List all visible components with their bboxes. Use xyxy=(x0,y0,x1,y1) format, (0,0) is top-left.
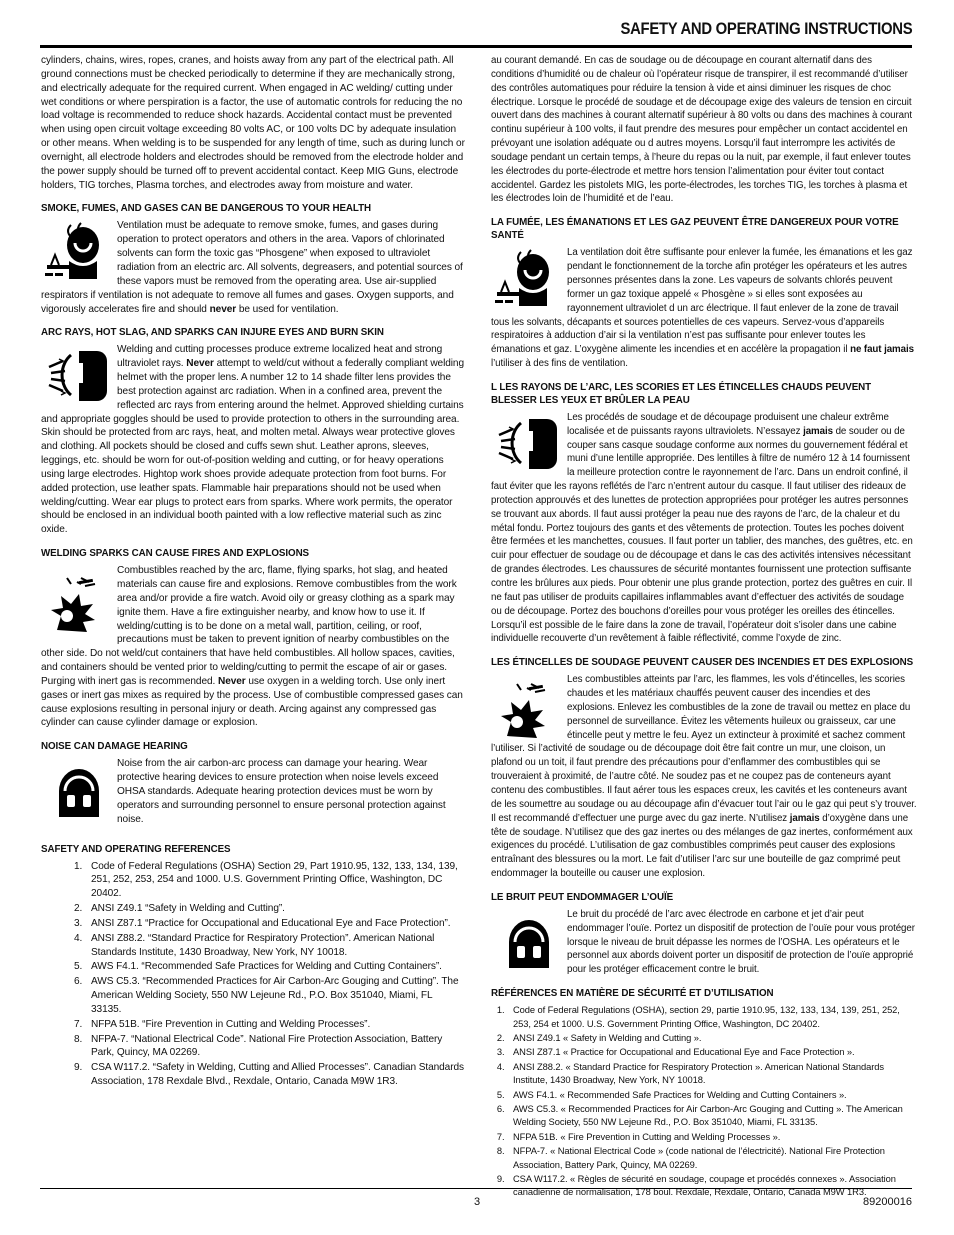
person-inhaling-fumes-icon xyxy=(491,248,561,308)
page-header xyxy=(40,20,912,48)
document-number: 89200016 xyxy=(863,1196,912,1208)
smoke-heading-fr: LA FUMÉE, LES ÉMANATIONS ET LES GAZ PEUVENT ÊTRE DANGEREUX POUR VOTRE SANTÉ xyxy=(491,217,899,242)
list-item: 7. NFPA 51B. “Fire Prevention in Cutting and Welding Processes”. xyxy=(85,1018,465,1032)
page-title: SAFETY AND OPERATING INSTRUCTIONS xyxy=(620,20,912,38)
references-list-fr xyxy=(491,1004,917,1200)
footer-rule xyxy=(40,1188,912,1189)
smoke-text: Ventilation must be adequate to remove smoke, fumes, and gases during operation to protect operators and others in the area. Vapors of chlorinated solvents can form the toxic gas “Phosgene” when exposed to ultraviolet radiation from an electric arc. All solvents, degreasers, and potential sources of these vapors must be removed from the operating area. Use air-supplied respirators if ventilation is not adequate to remove all fumes and gases. Oxygen supports, and vigorously accelerates fire and should never be used for ventilation. xyxy=(41,220,463,315)
noise-heading: NOISE CAN DAMAGE HEARING xyxy=(41,741,188,753)
french-column xyxy=(491,54,917,1201)
fire-text: Combustibles reached by the arc, flame, flying sparks, hot slag, and heated materials can cause fire and explosions. Remove combustibles from the work area and/or provide a fire watch. Avoid oily or greasy clothing as a spark may ignite them. Have a fire extinguisher nearby, and know how to use it. If welding/cutting is to be done on a metal wall, partition, ceiling, or roof, precautions must be taken to prevent ignition of nearby combustibles on the other side. Do not weld/cut containers that have held combustibles. All hollow spaces, cavities, and containers should be vented prior to welding/cutting to permit the escape of air or gases. Purging with inert gas is recommended. Never use oxygen in a welding torch. Use only inert gases or inert gas mixes as required by the process. Use of combustible compressed gases can cause explosions resulting in personal injury or death. Arcing against any compressed gas cylinder can cause cylinder damage or explosion. xyxy=(41,565,463,729)
hearing-protection-head-icon xyxy=(491,910,561,970)
noise-heading-fr: LE BRUIT PEUT ENDOMMAGER L’OUÏE xyxy=(491,891,674,903)
noise-text: Noise from the air carbon-arc process can damage your hearing. Wear protective hearing devices to ensure protection when noise levels exceed OHSA standards. Adequate hearing protection devices must be worn by operators and surrounding personnel to ensure personal protection against noise. xyxy=(117,758,446,825)
smoke-text-fr: La ventilation doit être suffisante pour enlever la fumée, les émanations et les gaz pendant le fonctionnement de la torche afin protéger les opérateurs et les autres personnes présentes dans la zone. Les vapeurs de solvants chlorés peuvent former un gaz toxique appelé « Phosgène » si elles sont exposées au rayonnement ultraviolet d un arc électrique. Il faut enlever de la zone de travail tous les solvants, décapants et sources potentielles de ces vapeurs. Servez-vous d’appareils respiratoires à adduction d’air si la ventilation n’est pas suffisante pour enlever toutes les émanations et gaz. L’oxygène alimente les incendies et en accélère la propagation il ne faut jamais l’utiliser à des fins de ventilation. xyxy=(491,247,914,370)
list-item: 3. ANSI Z87.1 “Practice for Occupational and Educational Eye and Face Protection”. xyxy=(85,917,465,931)
welding-helmet-rays-icon xyxy=(41,345,111,405)
page-number: 3 xyxy=(474,1196,481,1208)
list-item: 9. CSA W117.2. “Safety in Welding, Cutting and Allied Processes”. Canadian Standards Association, 178 Rexdale Blvd., Rexdale, Ontario, Canada M9W 1R3. xyxy=(85,1061,465,1089)
fire-section-fr xyxy=(491,673,917,881)
list-item: 5. AWS F4.1. « Recommended Safe Practices for Welding and Cutting Containers ». xyxy=(507,1089,917,1102)
fire-text-fr: Les combustibles atteints par l’arc, les flammes, les vols d’étincelles, les scories chaudes et les matériaux chauffés peuvent causer des incendies et des explosions. Enlevez les combustibles de la zone de travail ou mettez en place du personnel de surveillance. Évitez les vêtements huileux ou graisseux, car une étincelle peut y mettre le feu. Ayez un extincteur à proximité et sachez comment l’utiliser. Si l’activité de soudage ou de découpage doit être fait contre un mur, une cloison, un plafond ou un toit, il faut prendre des précautions pour d’enflammer des combustibles qui se trouveraient à proximité, de l’autre côté. Ne soudez pas et ne coupez pas de conteneurs ayant contenu des combustibles. Il faut aérer tous les espaces creux, les cavités et les conteneurs avant de les soumettre au soudage ou au découpage afin d’évacuer tout l’air ou le gaz qui peut s’y trouver. Il est recommandé d’effectuer une purge avec du gaz inerte. N’utilisez jamais d’oxygène dans une tête de soudage. N’utilisez que des gaz inertes ou des mélanges de gaz inertes, conformément aux exigences du procédé. L’utilisation de gaz combustibles comprimés peut causer des explosions entraînant des blessures ou la mort. Le fait d’utiliser l’arc sur une bouteille de gaz comprimé peut endommager la bouteille ou causer une explosion. xyxy=(491,674,917,880)
noise-text-fr: Le bruit du procédé de l’arc avec électrode en carbone et jet d’air peut endommager l’ouïe. Portez un dispositif de protection de l’ouïe pour vous protéger lorsque le niveau de bruit dépasse les normes de l’OSHA. Les opérateurs et le personnel aux abords doivent porter un dispositif de protection de l’ouïe approprié pour les protéger efficacement contre le bruit. xyxy=(567,908,915,976)
references-list xyxy=(41,860,465,1090)
fire-explosion-sparks-icon xyxy=(491,675,561,741)
list-item: 2. ANSI Z49.1 “Safety in Welding and Cutting”. xyxy=(85,902,465,916)
list-item: 6. AWS C5.3. « Recommended Practices for Air Carbon-Arc Gouging and Cutting ». The American Welding Society, 550 NW Lejeune Rd., P.O. Box 351040, Miami, FL 33135. xyxy=(507,1103,917,1130)
list-item: 7. NFPA 51B. « Fire Prevention in Cutting and Welding Processes ». xyxy=(507,1131,917,1144)
hearing-protection-head-icon xyxy=(41,759,111,819)
list-item: 1. Code of Federal Regulations (OSHA), section 29, partie 1910.95, 132, 133, 134, 139, 251, 252, 253, 254 et 1000. U.S. Government Printing Office, Washington, DC 20402. xyxy=(507,1004,917,1031)
arc-heading-fr: L LES RAYONS DE L’ARC, LES SCORIES ET LES ÉTINCELLES CHAUDS PEUVENT BLESSER LES YEUX ET BRÛLER LA PEAU xyxy=(491,381,872,406)
intro-paragraph-fr: au courant demandé. En cas de soudage ou de découpage en courant alternatif dans des conditions d’humidité ou de chaleur où l’opérateur risque de transpirer, il est recommandé d’utiliser des contrôles automatiques pour réduire la tension à vide et ainsi diminuer les risques de choc électrique. Lorsque le procédé de soudage et de découpage exige des valeurs de tension en circuit ouvert dans des machines à courant alternatif supérieur à 80 volts ou dans des machines à courant continu supérieur à 100 volts, il faut prendre des mesures pour empêcher un contact accidentel en prévoyant une isolation adéquate ou d autres moyens. Lorsqu’il faut interrompre les activités de soudage pendant un certain temps, à l’heure du repas ou la nuit, par exemple, il faut enlever toutes les électrodes du porte-électrode et mettre hors tension l’alimentation pour éviter tout contact accidentel. Gardez les pistolets MIG, les porte-électrodes, les torches TIG, les torches à plasma et les électrodes loin de l’humidité et de l’eau. xyxy=(491,55,912,205)
list-item: 5. AWS F4.1. “Recommended Safe Practices for Welding and Cutting Containers”. xyxy=(85,960,465,974)
fire-heading-fr: LES ÉTINCELLES DE SOUDAGE PEUVENT CAUSER DES INCENDIES ET DES EXPLOSIONS xyxy=(491,657,914,669)
list-item: 6. AWS C5.3. “Recommended Practices for Air Carbon-Arc Gouging and Cutting”. The American Welding Society, 550 NW Lejeune Rd., P.O. Box 351040, Miami, FL 33135. xyxy=(85,975,465,1017)
arc-text-fr: Les procédés de soudage et de découpage produisent une chaleur extrême localisée et de puissants rayons ultraviolets. N’essayez jamais de souder ou de couper sans casque soudage conforme aux normes du gouvernement fédéral et muni d’une lentille appropriée. Des lentilles à filtre de numéro 12 à 14 fournissent la meilleure protection contre le rayonnement de l’arc. Dans un endroit confiné, il faut éviter que les rayons reflétés de l’arc n’entrent autour du casque. Il faut utiliser des rideaux de protection approuvés et des lunettes de protection appropriées pour protéger les autres personnes se trouvant aux abords. Il faut aussi protéger la peau nue des rayons de l’arc, de la chaleur et du métal fondu. Portez toujours des gants et des vêtements de protection. Toutes les poches doivent être fermées et les manchettes, cousues. Il faut porter un tablier, des manches, des guêtres, etc. en cuir pour effectuer de soudage ou de découpage et dans le cas des activités intensives nécessitant de grandes électrodes. Les chaussures de sécurité montantes fournissent une protection suffisante contre les brûlures aux pieds. Pour obtenir une plus grande protection, portez des guêtres en cuir. Il ne faut pas utiliser de produits capillaires inflammables avant d’effectuer des activités de soudage ou de découpage. Portez des bouchons d’oreilles pour vous protéger les oreilles des étincelles. Lorsqu’il est possible de le faire dans la zone de travail, l’opérateur doit s’isoler dans une cabine individuelle recouverte d’un revêtement à faible réflectivité, comme l’oxyde de zinc. xyxy=(491,411,913,645)
smoke-section xyxy=(41,219,465,316)
noise-section-fr xyxy=(491,908,917,977)
list-item: 2. ANSI Z49.1 « Safety in Welding and Cutting ». xyxy=(507,1032,917,1045)
fire-heading: WELDING SPARKS CAN CAUSE FIRES AND EXPLOSIONS xyxy=(41,548,310,560)
noise-section xyxy=(41,757,465,826)
fire-section xyxy=(41,564,465,730)
list-item: 8. NFPA-7. « National Electrical Code » (code national de l’électricité). National Fire Protection Association, Battery Park, Quincy, MA 02269. xyxy=(507,1145,917,1172)
person-inhaling-fumes-icon xyxy=(41,221,111,281)
arc-heading: ARC RAYS, HOT SLAG, AND SPARKS CAN INJURE EYES AND BURN SKIN xyxy=(41,327,384,339)
intro-paragraph: cylinders, chains, wires, ropes, cranes, and hoists away from any part of the electrical path. All ground connections must be checked periodically to determine if they are mechanically strong, and electrically adequate for the required current. When engaged in AC welding/ cutting under wet conditions or where perspiration is a factor, the use of automatic controls for reducing the no load voltage is recommended to reduce shock hazards. Accidental contact must be prevented when using open circuit voltage exceeding 80 volts AC, or 100 volts DC by adequate insulation or other means. When welding is to be suspended for any length of time, such as during lunch or overnight, all electrode holders and electrodes should be removed from the electrode holder and the power supply should be turned off to prevent accidental contact. Keep MIG Guns, electrode holders, TIG torches, Plasma torches, and electrodes away from moisture and water. xyxy=(41,55,465,191)
list-item: 4. ANSI Z88.2. « Standard Practice for Respiratory Protection ». American National Standards Institute, 1430 Broadway, New York, NY 10018. xyxy=(507,1061,917,1088)
arc-section-fr xyxy=(491,411,917,646)
refs-heading-fr: RÉFÉRENCES EN MATIÈRE DE SÉCURITÉ ET D’UTILISATION xyxy=(491,988,774,1000)
english-column xyxy=(41,54,465,1090)
list-item: 3. ANSI Z87.1 « Practice for Occupational and Educational Eye and Face Protection ». xyxy=(507,1046,917,1059)
arc-section xyxy=(41,343,465,537)
refs-heading: SAFETY AND OPERATING REFERENCES xyxy=(41,843,231,855)
fire-explosion-sparks-icon xyxy=(41,566,111,638)
list-item: 1. Code of Federal Regulations (OSHA) Section 29, Part 1910.95, 132, 133, 134, 139, 251, 252, 253, 254 and 1000. U.S. Government Printing Office, Washington, DC 20402. xyxy=(85,860,465,902)
smoke-section-fr xyxy=(491,246,917,371)
arc-text: Welding and cutting processes produce extreme localized heat and strong ultraviolet rays. Never attempt to weld/cut without a federally compliant welding helmet with the proper lens. A number 12 to 14 shade filter lens provides the best protection against arc radiation. When in a confined area, prevent the reflected arc rays from entering around the helmet. Approved shielding curtains and appropriate goggles should be used to provide protection to others in the surrounding area. Skin should be protected from arc rays, heat, and molten metal. Always wear protective gloves and clothing. All pockets should be closed and cuffs sewn shut. Leather aprons, sleeves, leggings, etc. should be worn for out-of-position welding and cutting, or for heavy operations using large electrodes. Hightop work shoes provide adequate protection from foot burns. For added protection, use leather spats. Flammable hair preparations should not be used when welding/cutting. Wear ear plugs to protect ears from sparks. Where work permits, the operator should be enclosed in an individual booth painted with a low reflective material such as zinc oxide. xyxy=(41,344,465,536)
smoke-heading: SMOKE, FUMES, AND GASES CAN BE DANGEROUS TO YOUR HEALTH xyxy=(41,203,371,215)
welding-helmet-rays-icon xyxy=(491,413,561,473)
list-item: 4. ANSI Z88.2. “Standard Practice for Respiratory Protection”. American National Standards Institute, 1430 Broadway, New York, NY 10018. xyxy=(85,932,465,960)
list-item: 9. CSA W117.2. « Règles de sécurité en soudage, coupage et procédés connexes ». Association canadienne de normalisation, 178 boul. Rexdale, Rexdale, Ontario, Canada M9W 1R3. xyxy=(507,1173,917,1200)
list-item: 8. NFPA-7. “National Electrical Code”. National Fire Protection Association, Battery Park, Quincy, MA 02269. xyxy=(85,1033,465,1061)
